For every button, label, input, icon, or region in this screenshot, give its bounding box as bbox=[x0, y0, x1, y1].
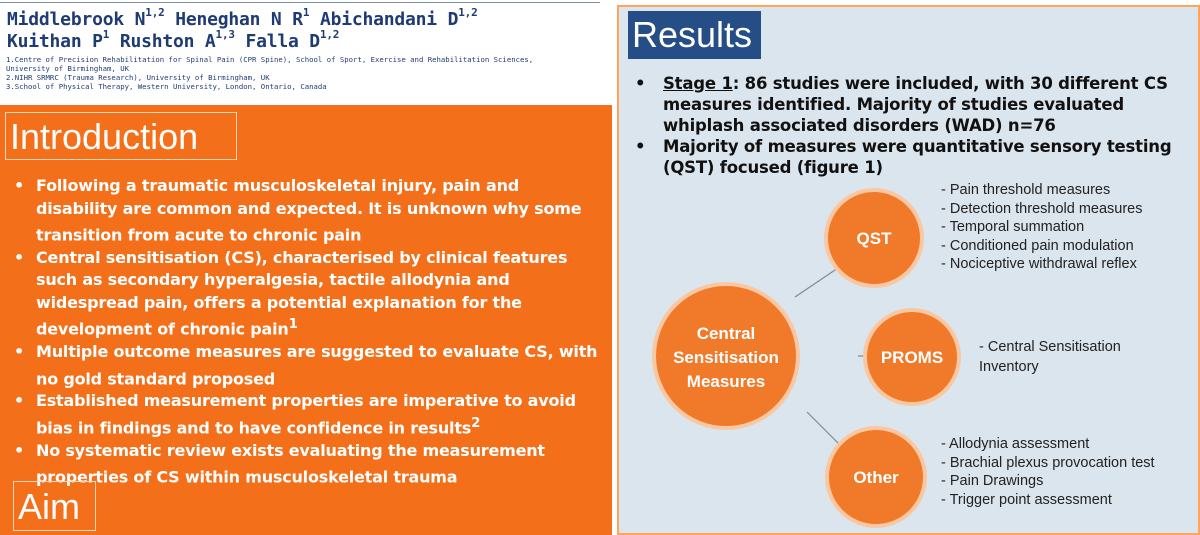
author-name: Heneghan N R bbox=[175, 9, 303, 30]
other-node bbox=[827, 428, 925, 526]
bullet-icon: • bbox=[14, 440, 25, 460]
author-sup: 1 bbox=[302, 6, 310, 19]
list-item: - Conditioned pain modulation bbox=[941, 237, 1134, 254]
list-item: • Majority of measures were quantitative sensory testing (QST) focused (figure 1) bbox=[635, 137, 1172, 177]
center-label-line: Measures bbox=[686, 372, 766, 391]
author-sup: 1,2 bbox=[458, 6, 478, 19]
list-item: - Trigger point assessment bbox=[941, 491, 1112, 508]
bullet-icon: • bbox=[14, 342, 25, 362]
bullet-icon: • bbox=[635, 137, 646, 156]
affiliation-line: University of Birmingham, UK bbox=[6, 64, 130, 73]
center-label-line: Central bbox=[696, 324, 756, 343]
affiliation-line: 3.School of Physical Therapy, Western University, London, Ontario, Canada bbox=[6, 82, 327, 91]
proms-items bbox=[979, 338, 1121, 377]
bullet-icon: • bbox=[14, 247, 25, 267]
list-item: • Established measurement properties are imperative to avoid bias in findings and to have confidence in results$^2$ bbox=[14, 391, 576, 438]
list-item: • No systematic review exists evaluating the measurement properties of CS within musculoskeletal trauma bbox=[14, 440, 545, 487]
author-sup: 1,2 bbox=[145, 6, 165, 19]
proms-label: PROMS bbox=[880, 348, 944, 367]
author-sup: 1,3 bbox=[215, 28, 235, 41]
other-label: Other bbox=[853, 468, 899, 487]
affiliation-line: 1.Centre of Precision Rehabilitation for Spinal Pain (CPR Spine), School of Sport, Exercise and Rehabilitation Sciences, bbox=[6, 55, 534, 64]
bullet-icon: • bbox=[635, 74, 646, 93]
other-items bbox=[941, 435, 1155, 509]
qst-items bbox=[941, 181, 1143, 274]
results-heading: Results bbox=[628, 11, 761, 59]
qst-label: QST bbox=[856, 229, 892, 248]
author-name: Rushton A bbox=[119, 31, 216, 52]
center-node bbox=[654, 284, 798, 428]
reference-marker: 1 bbox=[288, 317, 298, 333]
introduction-heading: Introduction bbox=[5, 112, 237, 160]
reference-marker: 2 bbox=[471, 415, 481, 431]
center-label-line: Sensitisation bbox=[673, 348, 779, 367]
list-item: • Central sensitisation (CS), characterised by clinical features such as secondary hyperalgesia, tactile allodynia and widespread pain, offers a potential explanation for the development of chronic pain$^1$ bbox=[14, 247, 568, 339]
list-item: - Allodynia assessment bbox=[941, 436, 1090, 452]
affiliation-line: 2.NIHR SRMRC (Trauma Research), University of Birmingham, UK bbox=[6, 73, 270, 82]
list-item: - Pain threshold measures bbox=[941, 182, 1111, 198]
list-item: Inventory bbox=[979, 358, 1039, 375]
author-sup: 1 bbox=[102, 28, 110, 41]
list-item: - Nociceptive withdrawal reflex bbox=[941, 256, 1137, 272]
proms-node bbox=[865, 310, 959, 404]
list-item: • Multiple outcome measures are suggested to evaluate CS, with no gold standard proposed bbox=[14, 342, 598, 388]
connector-qst bbox=[795, 268, 838, 297]
author-name: Abichandani D bbox=[319, 9, 459, 30]
list-item: - Brachial plexus provocation test bbox=[941, 454, 1155, 471]
connector-other bbox=[807, 412, 840, 445]
bullet-icon: • bbox=[14, 176, 25, 195]
list-item: - Central Sensitisation bbox=[979, 339, 1121, 355]
aim-heading: Aim bbox=[13, 481, 96, 531]
connector-lines bbox=[795, 268, 870, 445]
list-item: - Temporal summation bbox=[941, 219, 1085, 235]
stage-label: Stage 1 bbox=[663, 74, 733, 93]
list-item: - Detection threshold measures bbox=[941, 200, 1143, 217]
list-item: - Pain Drawings bbox=[941, 473, 1044, 489]
author-name: Middlebrook N bbox=[7, 9, 146, 30]
qst-node bbox=[826, 190, 922, 286]
list-item: • Following a traumatic musculoskeletal injury, pain and disability are common and expected. It is unknown why some transition from acute to chronic pain bbox=[14, 176, 582, 245]
author-name: Kuithan P bbox=[7, 31, 103, 52]
author-name: Falla D bbox=[245, 31, 320, 52]
bullet-icon: • bbox=[14, 391, 25, 411]
list-item: • Stage 1: 86 studies were included, with 30 different CS measures identified. Majority of studies evaluated whiplash associated disorders (WAD) n=76 bbox=[635, 74, 1168, 135]
author-sup: 1,2 bbox=[319, 28, 340, 41]
